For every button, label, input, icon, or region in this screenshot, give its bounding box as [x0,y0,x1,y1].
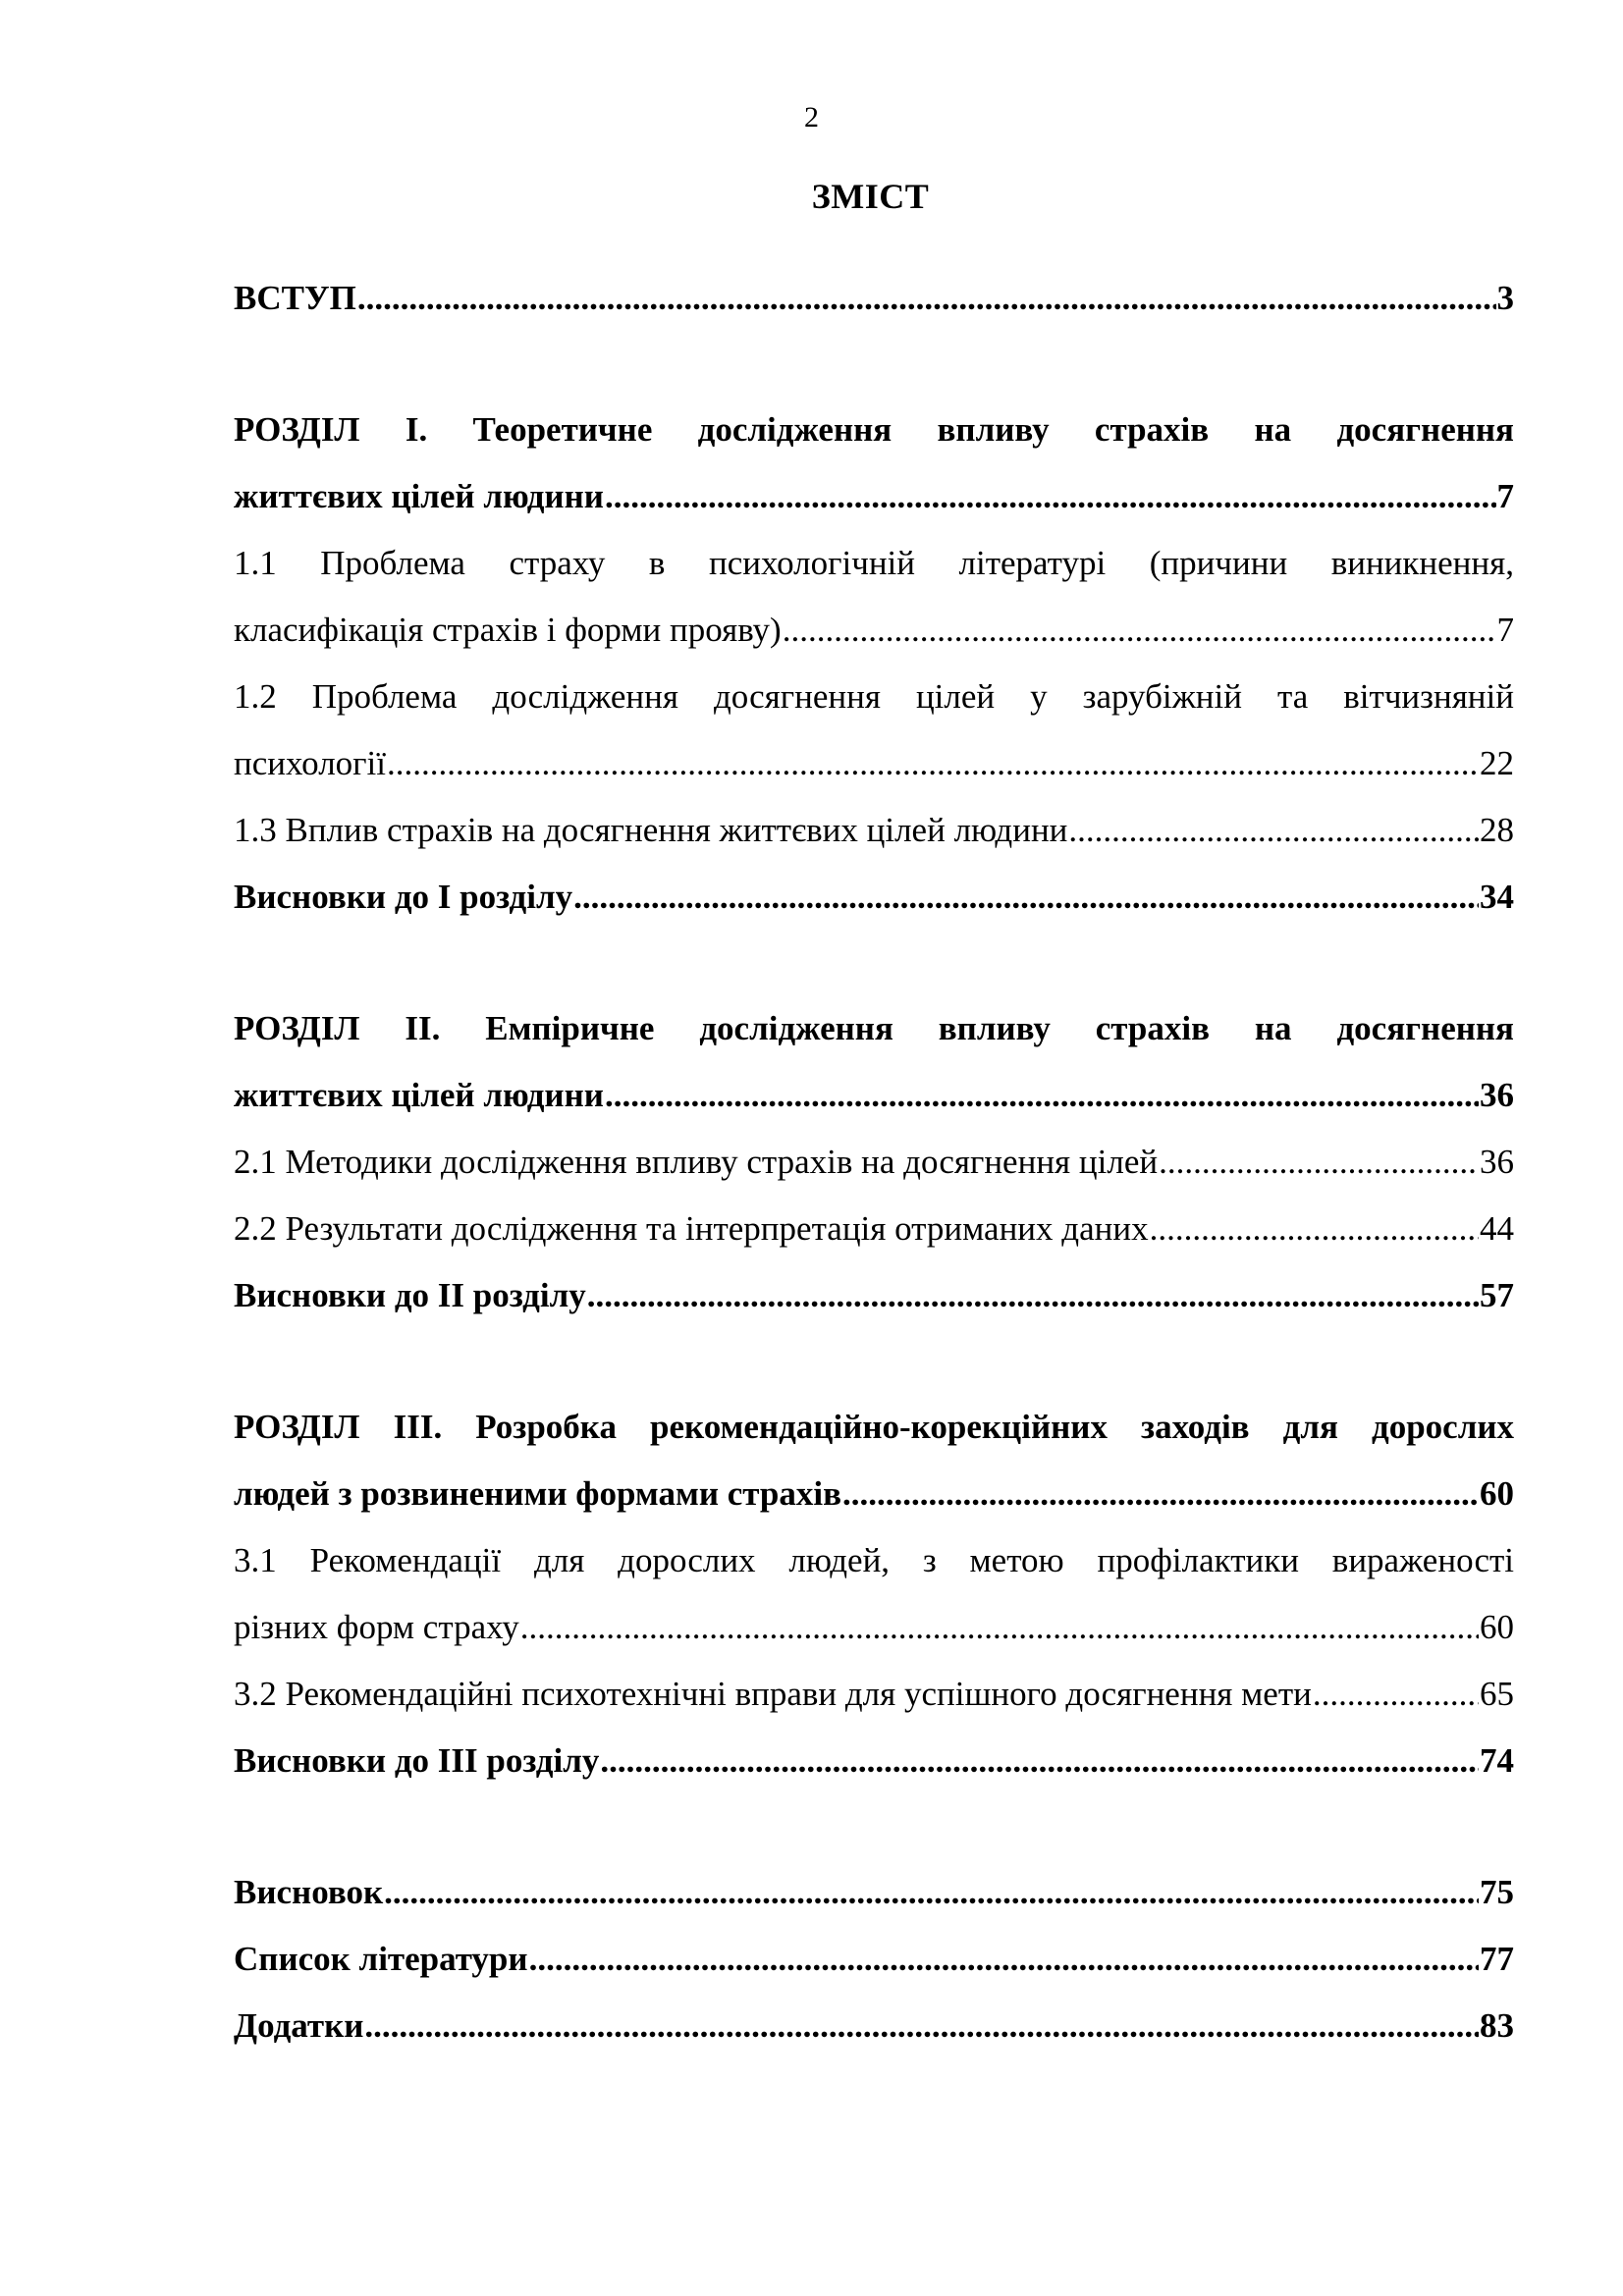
toc-entry-references[interactable] [234,1926,1514,1993]
toc-entry-conclusions-2[interactable] [234,1262,1514,1329]
toc-leader-dots [573,864,1479,931]
toc-entry-section-1-1[interactable] [234,530,1514,664]
toc-entry-appendices[interactable] [234,1993,1514,2059]
toc-leader-dots [1150,1196,1479,1262]
toc-entry-title-line2: життєвих цілей людини [234,477,604,515]
toc-leader-dots [605,463,1496,530]
toc-entry-chapter-3[interactable] [234,1394,1514,1527]
toc-entry-page: 60 [1480,1608,1514,1646]
toc-entry-page: 36 [1480,1143,1514,1181]
toc-leader-dots [520,1594,1479,1661]
toc-entry-page: 65 [1480,1675,1514,1713]
toc-entry-title: 1.3 Вплив страхів на досягнення життєвих цілей людини [234,811,1068,849]
toc-leader-dots [529,1926,1479,1993]
toc-leader-dots [600,1728,1479,1794]
toc-entry-title-line1: РОЗДІЛ І. Теоретичне дослідження впливу страхів на досягнення [234,410,1514,449]
toc-title: ЗМІСТ [811,177,930,216]
toc-entry-title-line1: 1.1 Проблема страху в психологічній літературі (причини виникнення, [234,544,1514,582]
toc-entry-page: 83 [1480,2006,1514,2045]
toc-entry-conclusions-1[interactable] [234,864,1514,931]
toc-entry-section-2-1[interactable] [234,1129,1514,1196]
toc-entry-page: 75 [1480,1873,1514,1911]
toc-entry-page: 36 [1480,1076,1514,1114]
toc-entry-conclusion[interactable] [234,1859,1514,1926]
toc-entry-title: Список літератури [234,1940,528,1978]
toc-entry-title: Висновки до ІІІ розділу [234,1741,600,1780]
toc-entry-title-line1: 1.2 Проблема дослідження досягнення цілей у зарубіжній та вітчизняній [234,677,1514,716]
toc-entry-title: 2.1 Методики дослідження впливу страхів на досягнення цілей [234,1143,1159,1181]
toc-leader-dots [357,265,1496,332]
toc-entry-page: 44 [1480,1209,1514,1248]
toc-leader-dots [387,730,1479,797]
toc-entry-title: Додатки [234,2006,364,2045]
toc-entry-chapter-2[interactable] [234,995,1514,1129]
page-number: 2 [804,101,819,133]
toc-leader-dots [384,1859,1479,1926]
toc-entry-chapter-1[interactable] [234,397,1514,530]
toc-leader-dots [364,1993,1479,2059]
toc-entry-conclusions-3[interactable] [234,1728,1514,1794]
toc-entry-page: 7 [1496,611,1514,649]
toc-leader-dots [842,1461,1479,1527]
toc-entry-page: 60 [1480,1474,1514,1513]
toc-entry-title-line2: людей з розвиненими формами страхів [234,1474,841,1513]
toc-entry-section-3-1[interactable] [234,1527,1514,1661]
toc-entry-title-line2: психології [234,744,386,782]
toc-entry-title-line1: РОЗДІЛ ІІІ. Розробка рекомендаційно-корекційних заходів для дорослих [234,1408,1514,1446]
toc-entry-title-line1: РОЗДІЛ ІІ. Емпіричне дослідження впливу страхів на досягнення [234,1009,1514,1047]
toc-entry-title: 2.2 Результати дослідження та інтерпретація отриманих даних [234,1209,1149,1248]
toc-entry-page: 28 [1480,811,1514,849]
toc-entry-section-1-2[interactable] [234,664,1514,797]
toc-leader-dots [605,1062,1479,1129]
toc-leader-dots [1068,797,1479,864]
toc-entry-title-line2: життєвих цілей людини [234,1076,604,1114]
toc-entry-title: Висновки до І розділу [234,878,573,916]
toc-entry-title: ВСТУП [234,279,356,317]
toc-leader-dots [1313,1661,1479,1728]
toc-entry-section-3-2[interactable] [234,1661,1514,1728]
toc-leader-dots [783,597,1496,664]
toc-entry-page: 57 [1480,1276,1514,1314]
toc-entry-title: 3.2 Рекомендаційні психотехнічні вправи для успішного досягнення мети [234,1675,1312,1713]
table-of-contents [234,265,1514,2059]
toc-entry-page: 7 [1496,477,1514,515]
toc-entry-title-line2: класифікація страхів і форми прояву) [234,611,782,649]
toc-leader-dots [587,1262,1479,1329]
toc-entry-title: Висновки до ІІ розділу [234,1276,586,1314]
toc-entry-section-2-2[interactable] [234,1196,1514,1262]
toc-entry-page: 77 [1480,1940,1514,1978]
toc-entry-section-1-3[interactable] [234,797,1514,864]
toc-entry-title-line1: 3.1 Рекомендації для дорослих людей, з метою профілактики вираженості [234,1541,1514,1579]
toc-entry-title-line2: різних форм страху [234,1608,519,1646]
toc-leader-dots [1159,1129,1479,1196]
toc-entry-page: 22 [1480,744,1514,782]
toc-entry-page: 3 [1496,279,1514,317]
toc-entry-page: 34 [1480,878,1514,916]
toc-entry-intro[interactable] [234,265,1514,332]
toc-entry-title: Висновок [234,1873,384,1911]
toc-entry-page: 74 [1480,1741,1514,1780]
